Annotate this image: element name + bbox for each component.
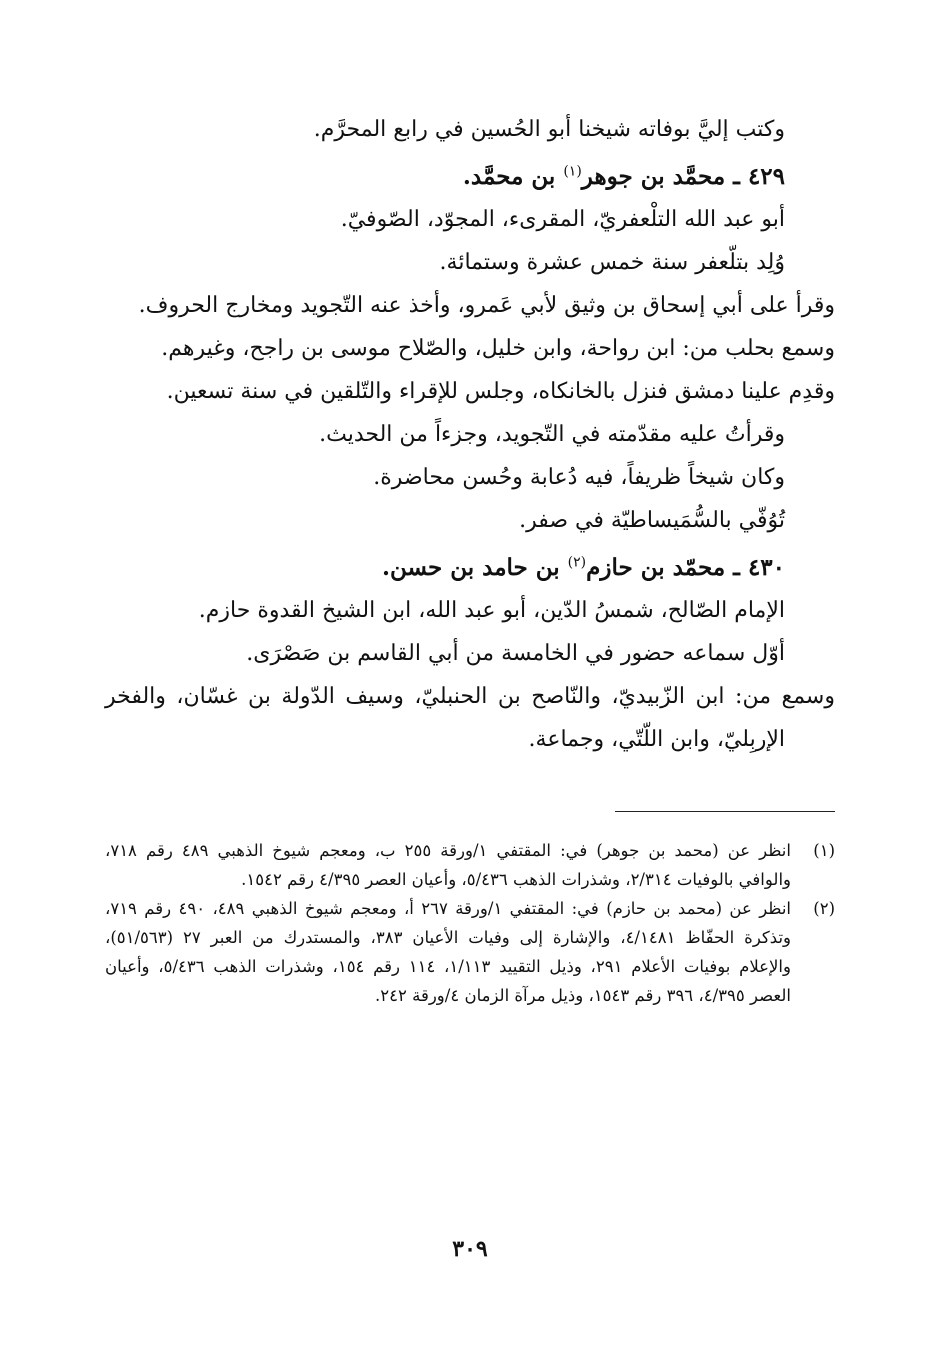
text-line: وُلِد بتلّعفر سنة خمس عشرة وستمائة. <box>439 250 785 275</box>
entry-429-title-rest: بن محمَّد. <box>462 163 564 190</box>
page-number: ٣٠٩ <box>452 1236 488 1262</box>
text-line: تُوُفّي بالسُّمَيساطيّة في صفر. <box>519 508 785 533</box>
footnote-text: انظر عن (محمد بن حازم) في: المقتفي ١/ورقة ٢٦٧ أ، ومعجم شيوخ الذهبي ٤٨٩، ٤٩٠ رقم ٧١٩، وتذكرة الحفّاظ ٤/١٤٨١، والإشارة إلى وفيات الأعيان ٣٨٣، والمستدرك من العبر ٢٧ (٥١/٥٦٣)، والإعلام بوفيات الأعلام ٢٩١، وذيل التقييد ١/١١٣، ١١٤ رقم ١٥٤، وشذرات الذهب ٥/٤٣٦، وأعيان العصر ٤/٣٩٥، ٣٩٦ رقم ١٥٤٣، وذيل مرآة الزمان ٤/ورقة ٢٤٢. <box>105 899 792 1005</box>
footnote-text: انظر عن (محمد بن جوهر) في: المقتفي ١/ورقة ٢٥٥ ب، ومعجم شيوخ الذهبي ٤٨٩ رقم ٧١٨، والوافي بالوفيات ٢/٣١٤، وشذرات الذهب ٥/٤٣٦، وأعيان العصر ٤/٣٩٥ رقم ١٥٤٢. <box>105 841 791 889</box>
text-paragraph: وقدِم علينا دمشق فنزل بالخانكاه، وجلس للإقراء والتّلقين في سنة تسعين. <box>166 379 835 404</box>
text-line: وقرأتُ عليه مقدّمته في التّجويد، وجزءاً من الحديث. <box>319 422 785 447</box>
text-paragraph: وقرأ على أبي إسحاق بن وثيق لأبي عَمرو، وأخذ عنه التّجويد ومخارج الحروف. <box>138 293 835 318</box>
text-paragraph: وسمع من: ابن الزّبيديّ، والنّاصح بن الحنبليّ، وسيف الدّولة بن غسّان، والفخر الإربِليّ، وابن اللّتّي، وجماعة. <box>105 684 835 752</box>
footnote-ref-1[interactable]: (١) <box>563 163 582 180</box>
entry-429-title: ٤٢٩ ـ محمَّد بن جوهر <box>581 163 785 190</box>
footnote-number: (٢) <box>813 899 835 918</box>
text-line: أبو عبد الله التلْعفريّ، المقرىء، المجوّد، الصّوفيّ. <box>340 207 785 232</box>
text-line: الإمام الصّالح، شمسُ الدّين، أبو عبد الله، ابن الشيخ القدوة حازم. <box>198 598 785 623</box>
text-line: أوّل سماعه حضور في الخامسة من أبي القاسم بن صَصْرَى. <box>246 641 785 666</box>
text-line: وكتب إليَّ بوفاته شيخنا أبو الحُسين في رابع المحرَّم. <box>313 117 785 142</box>
entry-430-title-rest: بن حامد بن حسن. <box>381 554 568 581</box>
main-text <box>105 108 835 761</box>
entry-430-title: ٤٣٠ ـ محمّد بن حازم <box>586 554 785 581</box>
footnote-2 <box>105 894 835 1010</box>
footnote-ref-2[interactable]: (٢) <box>567 554 587 571</box>
footnote-number: (١) <box>813 841 835 860</box>
entry-430-heading <box>105 546 835 589</box>
entry-429-heading <box>105 155 835 198</box>
text-paragraph: وسمع بحلب من: ابن رواحة، وابن خليل، والصّلاح موسى بن راجح، وغيرهم. <box>161 336 835 361</box>
footnotes <box>105 836 835 1010</box>
footnote-divider <box>615 811 835 812</box>
text-line: وكان شيخاً ظريفاً، فيه دُعابة وحُسن محاضرة. <box>373 465 785 490</box>
footnote-1 <box>105 836 835 894</box>
